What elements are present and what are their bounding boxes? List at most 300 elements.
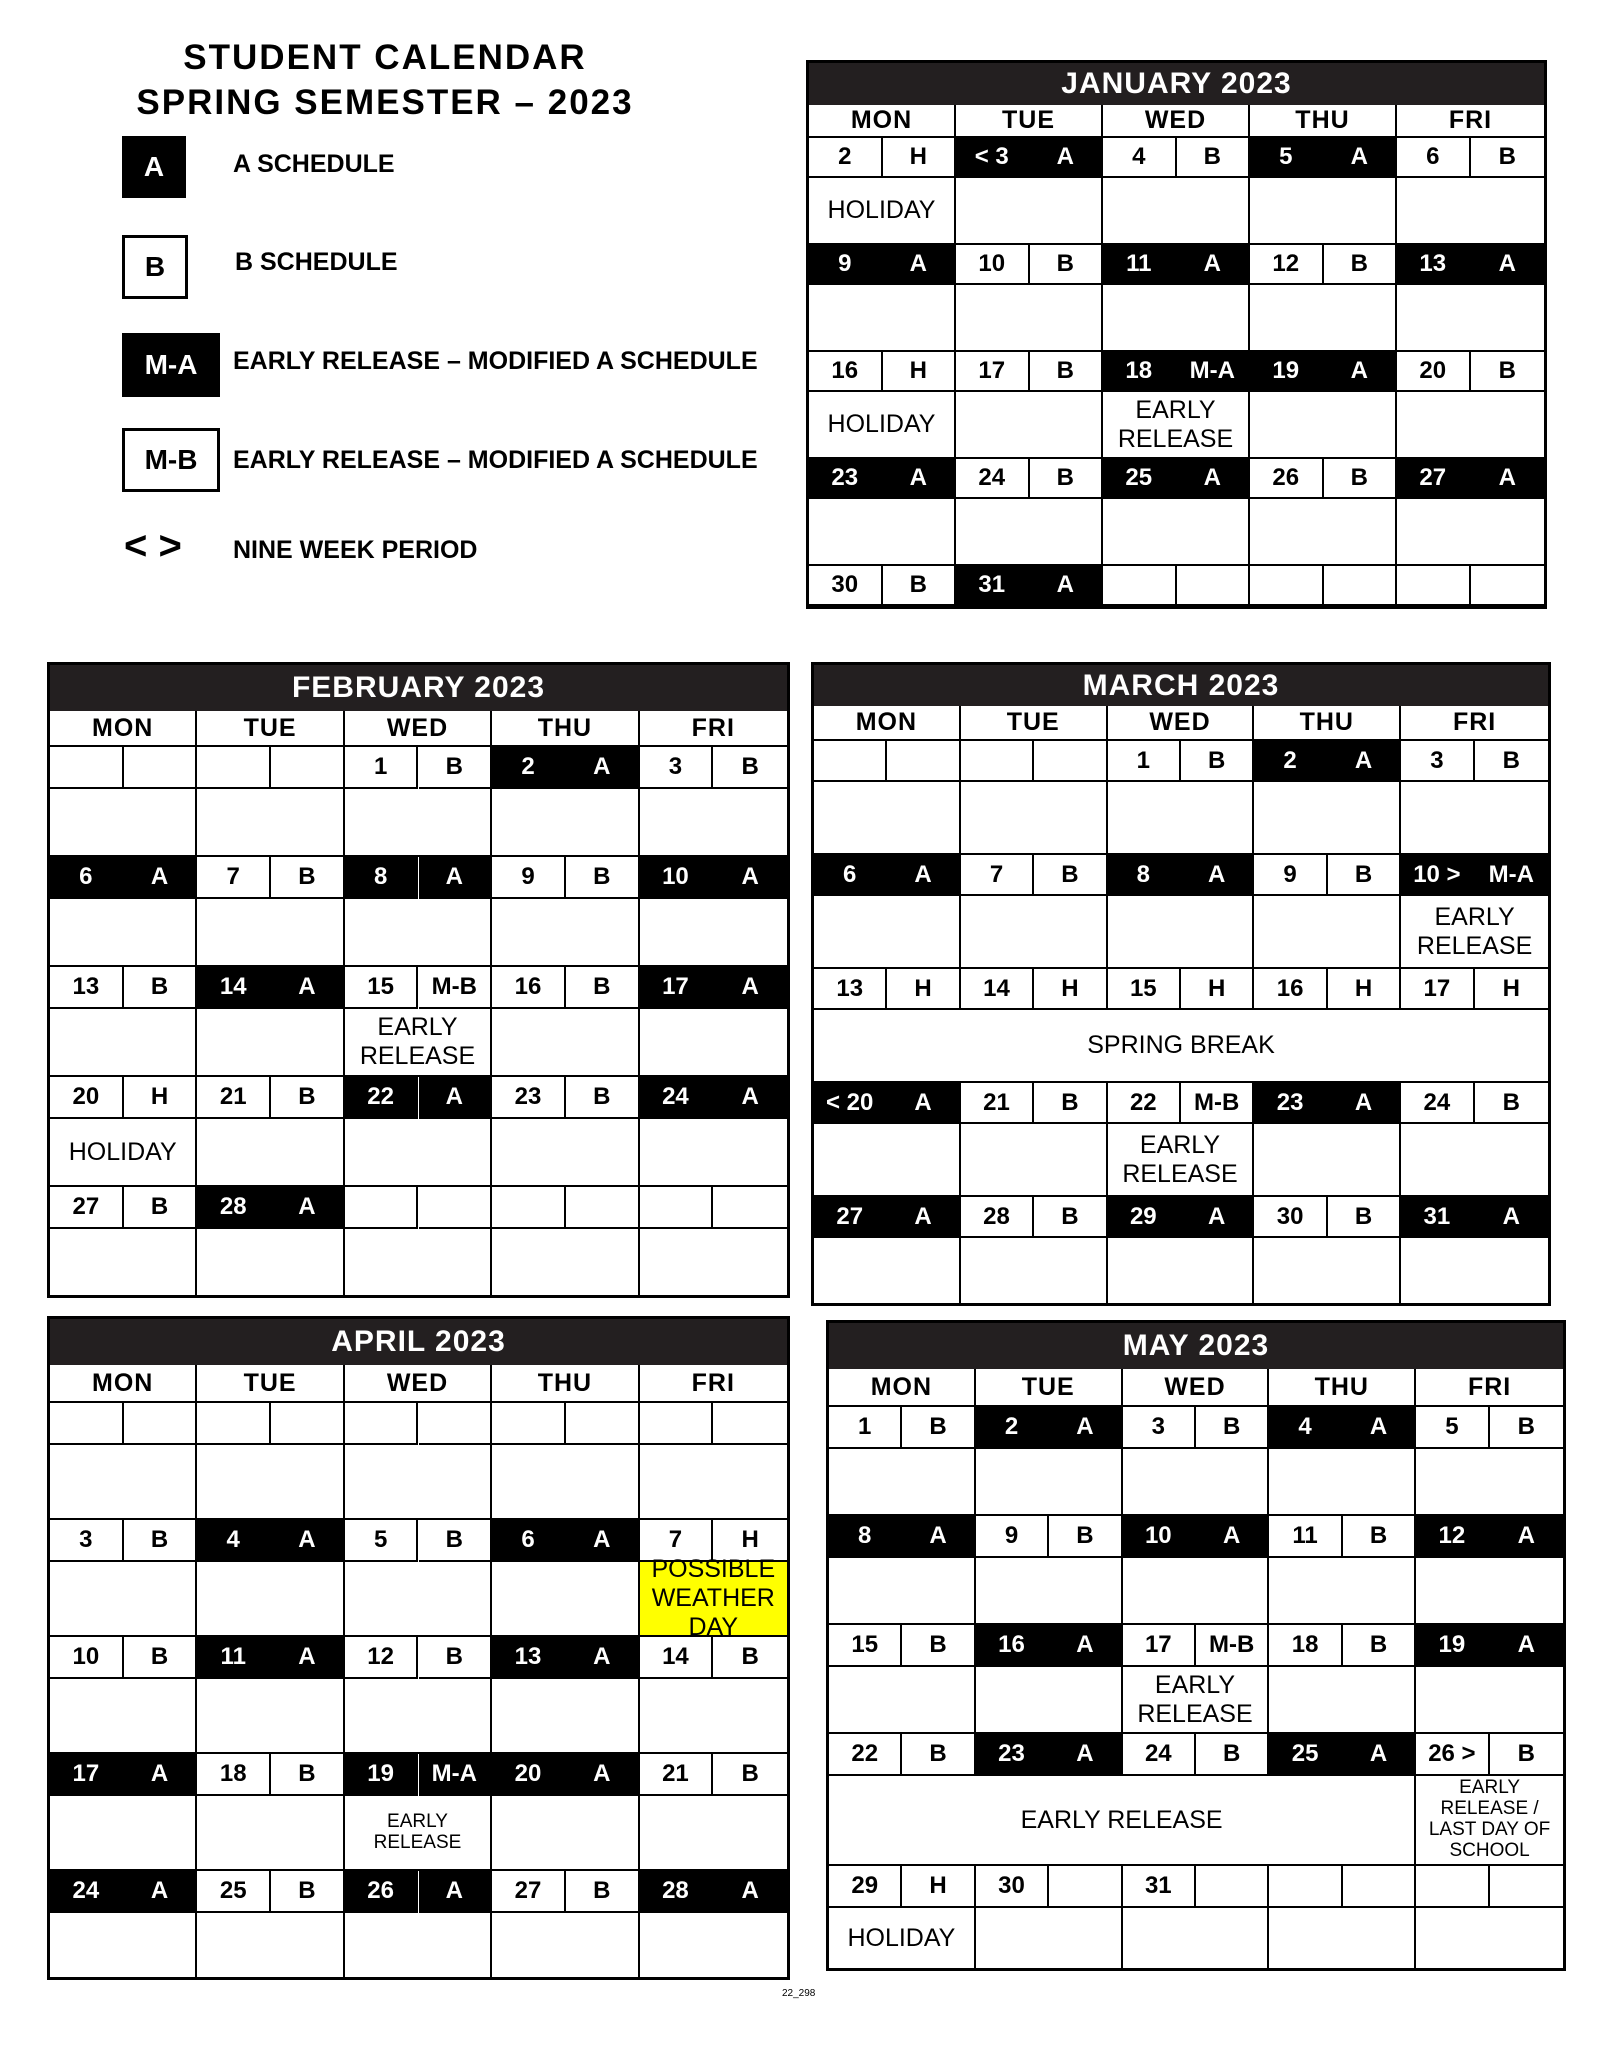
day-note-empty xyxy=(197,1562,344,1637)
day-schedule: B xyxy=(1475,741,1548,782)
day-schedule: B xyxy=(1475,1083,1548,1124)
day-note-empty xyxy=(1401,782,1548,855)
day-schedule: B xyxy=(271,1077,345,1119)
day-schedule: A xyxy=(1328,741,1401,782)
calendar-april xyxy=(47,1316,790,1980)
day-number: 13 xyxy=(50,967,124,1009)
day-schedule: M-A xyxy=(1177,352,1251,392)
day-number: 23 xyxy=(809,459,883,499)
day-schedule xyxy=(1049,1866,1122,1908)
day-number: < 3 xyxy=(956,138,1030,178)
day-note: EARLY RELEASE xyxy=(345,1009,492,1077)
day-number: 4 xyxy=(197,1520,271,1562)
title-line-2: SPRING SEMESTER – 2023 xyxy=(136,83,634,122)
day-number: 19 xyxy=(1416,1625,1489,1667)
day-note: HOLIDAY xyxy=(829,1908,976,1968)
day-number: 21 xyxy=(961,1083,1034,1124)
day-number: 15 xyxy=(829,1625,902,1667)
day-note-empty xyxy=(956,285,1103,352)
day-schedule: A xyxy=(419,1871,493,1913)
legend-a-box: A xyxy=(122,136,186,198)
day-schedule: M-A xyxy=(1475,855,1548,896)
day-note-empty xyxy=(492,789,639,857)
day-schedule: A xyxy=(1030,138,1104,178)
day-number: 21 xyxy=(640,1754,714,1796)
day-note-empty xyxy=(492,1562,639,1637)
day-schedule xyxy=(1177,566,1251,606)
day-number: 28 xyxy=(961,1197,1034,1238)
day-number: 10 > xyxy=(1401,855,1474,896)
weekday-header: THU xyxy=(492,1365,639,1403)
day-schedule: B xyxy=(566,967,640,1009)
day-number: 26 xyxy=(345,1871,419,1913)
day-schedule: A xyxy=(124,1871,198,1913)
day-number: 26 > xyxy=(1416,1734,1489,1776)
weekday-header: FRI xyxy=(640,711,787,747)
month-title: APRIL 2023 xyxy=(50,1319,787,1365)
day-schedule: A xyxy=(1049,1734,1122,1776)
day-number: 14 xyxy=(961,969,1034,1010)
day-note-empty xyxy=(1250,178,1397,245)
day-note-empty xyxy=(492,899,639,967)
day-note-empty xyxy=(345,1913,492,1977)
day-note-empty xyxy=(956,392,1103,459)
day-note-empty xyxy=(1108,782,1255,855)
day-schedule: H xyxy=(713,1520,787,1562)
day-schedule: A xyxy=(1177,459,1251,499)
day-schedule: A xyxy=(1181,1197,1254,1238)
day-number: 9 xyxy=(976,1516,1049,1558)
day-schedule: B xyxy=(1328,1197,1401,1238)
day-note-empty xyxy=(1123,1908,1270,1968)
day-number: 17 xyxy=(640,967,714,1009)
day-number: 30 xyxy=(809,566,883,606)
day-number xyxy=(345,1403,419,1445)
day-schedule: A xyxy=(271,1637,345,1679)
weekday-header: WED xyxy=(345,711,492,747)
weekday-header: THU xyxy=(492,711,639,747)
day-number: 20 xyxy=(50,1077,124,1119)
day-note-empty xyxy=(1108,896,1255,969)
day-note: EARLY RELEASE xyxy=(1123,1667,1270,1734)
day-note-empty xyxy=(197,1119,344,1187)
day-number: 13 xyxy=(814,969,887,1010)
day-note: HOLIDAY xyxy=(809,178,956,245)
day-number: 19 xyxy=(1250,352,1324,392)
day-number: 18 xyxy=(1269,1625,1342,1667)
day-number: 10 xyxy=(1123,1516,1196,1558)
weekday-header: WED xyxy=(1108,706,1255,741)
day-note-empty xyxy=(1103,285,1250,352)
day-note-empty xyxy=(1269,1558,1416,1625)
legend-b-box: B xyxy=(122,235,188,299)
day-note-empty xyxy=(345,1679,492,1754)
day-note-empty xyxy=(1250,285,1397,352)
day-schedule: A xyxy=(419,1077,493,1119)
day-note-empty xyxy=(50,1229,197,1295)
day-number: 22 xyxy=(345,1077,419,1119)
day-note-empty xyxy=(956,178,1103,245)
day-note-empty xyxy=(1416,1908,1563,1968)
day-schedule xyxy=(1490,1866,1563,1908)
day-number: 25 xyxy=(1269,1734,1342,1776)
day-note-empty xyxy=(1269,1667,1416,1734)
day-schedule xyxy=(1343,1866,1416,1908)
day-note-empty xyxy=(829,1667,976,1734)
day-note-empty xyxy=(492,1229,639,1295)
day-note-empty xyxy=(1254,782,1401,855)
day-note-empty xyxy=(640,1679,787,1754)
day-number: 7 xyxy=(197,857,271,899)
day-note-empty xyxy=(345,1229,492,1295)
day-schedule: A xyxy=(419,857,493,899)
day-schedule: H xyxy=(1034,969,1107,1010)
day-note-empty xyxy=(197,1913,344,1977)
day-schedule: B xyxy=(124,1520,198,1562)
day-number xyxy=(640,1403,714,1445)
day-number: 5 xyxy=(1250,138,1324,178)
day-schedule: A xyxy=(887,1083,960,1124)
day-number: 5 xyxy=(1416,1407,1489,1449)
weekday-header: WED xyxy=(1123,1369,1270,1407)
day-schedule: A xyxy=(566,1520,640,1562)
day-note-empty xyxy=(345,1562,492,1637)
weekday-header: MON xyxy=(50,1365,197,1403)
weekday-header: TUE xyxy=(197,711,344,747)
day-schedule xyxy=(713,1187,787,1229)
day-schedule: A xyxy=(566,747,640,789)
day-note-empty xyxy=(1397,499,1544,566)
day-note-empty xyxy=(976,1449,1123,1516)
day-number: 27 xyxy=(492,1871,566,1913)
day-schedule: B xyxy=(271,1871,345,1913)
day-number: 27 xyxy=(814,1197,887,1238)
day-number: 24 xyxy=(640,1077,714,1119)
day-note: EARLY RELEASE xyxy=(1401,896,1548,969)
day-number: 17 xyxy=(956,352,1030,392)
day-number: 2 xyxy=(809,138,883,178)
day-number: 16 xyxy=(492,967,566,1009)
weekday-header: FRI xyxy=(1416,1369,1563,1407)
day-schedule: B xyxy=(124,1637,198,1679)
day-schedule: H xyxy=(1181,969,1254,1010)
day-number xyxy=(1416,1866,1489,1908)
legend-mb-label: EARLY RELEASE – MODIFIED A SCHEDULE xyxy=(233,446,758,474)
weekday-header: THU xyxy=(1250,105,1397,138)
day-note-empty xyxy=(1397,285,1544,352)
day-schedule: B xyxy=(1030,459,1104,499)
day-schedule: H xyxy=(883,138,957,178)
day-note-empty xyxy=(1250,499,1397,566)
day-schedule: A xyxy=(1049,1625,1122,1667)
weekday-header: TUE xyxy=(197,1365,344,1403)
day-number: 25 xyxy=(1103,459,1177,499)
day-schedule: A xyxy=(271,967,345,1009)
day-schedule: B xyxy=(1049,1516,1122,1558)
day-note-empty xyxy=(1123,1449,1270,1516)
day-number: 9 xyxy=(1254,855,1327,896)
day-number xyxy=(1269,1866,1342,1908)
day-number: 10 xyxy=(640,857,714,899)
day-schedule: A xyxy=(566,1754,640,1796)
day-number: 26 xyxy=(1250,459,1324,499)
day-number: 22 xyxy=(829,1734,902,1776)
day-schedule: B xyxy=(566,857,640,899)
day-number: 6 xyxy=(492,1520,566,1562)
day-note-empty xyxy=(640,899,787,967)
day-number: 13 xyxy=(1397,245,1471,285)
day-number: 6 xyxy=(50,857,124,899)
day-note: EARLY RELEASE xyxy=(1108,1124,1255,1197)
weekday-header: MON xyxy=(814,706,961,741)
day-schedule: A xyxy=(1181,855,1254,896)
day-schedule: H xyxy=(1475,969,1548,1010)
day-number: 19 xyxy=(345,1754,419,1796)
day-schedule: A xyxy=(887,1197,960,1238)
day-number: 18 xyxy=(1103,352,1177,392)
day-schedule: B xyxy=(566,1077,640,1119)
day-number: 20 xyxy=(492,1754,566,1796)
day-number: 30 xyxy=(1254,1197,1327,1238)
day-note: EARLY RELEASE / LAST DAY OF SCHOOL xyxy=(1416,1776,1563,1866)
day-number: 8 xyxy=(345,857,419,899)
day-note-empty xyxy=(829,1558,976,1625)
day-number: 31 xyxy=(1123,1866,1196,1908)
day-number: 14 xyxy=(640,1637,714,1679)
day-note-empty xyxy=(197,1679,344,1754)
day-schedule: B xyxy=(1030,245,1104,285)
day-schedule: B xyxy=(883,566,957,606)
day-note-empty xyxy=(640,1229,787,1295)
day-number: 24 xyxy=(50,1871,124,1913)
day-note-empty xyxy=(345,1119,492,1187)
day-note-empty xyxy=(1108,1238,1255,1303)
day-note-empty xyxy=(1254,896,1401,969)
footer-code: 22_298 xyxy=(782,1988,816,1999)
day-number: 11 xyxy=(1269,1516,1342,1558)
day-note-empty xyxy=(640,1119,787,1187)
day-schedule: B xyxy=(902,1734,975,1776)
day-note-empty xyxy=(640,1009,787,1077)
day-note-empty xyxy=(492,1119,639,1187)
day-schedule: B xyxy=(271,857,345,899)
day-schedule: B xyxy=(713,747,787,789)
day-number: 29 xyxy=(1108,1197,1181,1238)
day-number: 2 xyxy=(976,1407,1049,1449)
day-schedule: A xyxy=(883,459,957,499)
title-line-1: STUDENT CALENDAR xyxy=(183,38,587,77)
weekday-header: MON xyxy=(50,711,197,747)
day-number: 22 xyxy=(1108,1083,1181,1124)
day-schedule xyxy=(271,1403,345,1445)
legend-a-label: A SCHEDULE xyxy=(233,150,395,178)
day-schedule: A xyxy=(1471,245,1545,285)
day-schedule xyxy=(566,1403,640,1445)
day-schedule: A xyxy=(1328,1083,1401,1124)
day-number: 16 xyxy=(976,1625,1049,1667)
day-schedule xyxy=(566,1187,640,1229)
day-note-empty xyxy=(961,896,1108,969)
day-note-empty xyxy=(50,1679,197,1754)
day-schedule: B xyxy=(902,1625,975,1667)
day-number: 14 xyxy=(197,967,271,1009)
day-number: 8 xyxy=(829,1516,902,1558)
day-note-empty xyxy=(829,1449,976,1516)
day-schedule: B xyxy=(1343,1516,1416,1558)
day-schedule: A xyxy=(1030,566,1104,606)
day-schedule: B xyxy=(271,1754,345,1796)
day-note-empty xyxy=(976,1667,1123,1734)
day-schedule: B xyxy=(419,1520,493,1562)
day-note-empty xyxy=(492,1796,639,1871)
day-number xyxy=(197,747,271,789)
day-schedule: B xyxy=(1471,352,1545,392)
day-number xyxy=(1103,566,1177,606)
day-number: 4 xyxy=(1103,138,1177,178)
day-number: 17 xyxy=(50,1754,124,1796)
day-note-empty xyxy=(197,1796,344,1871)
day-note-empty xyxy=(50,1445,197,1520)
day-schedule: A xyxy=(1196,1516,1269,1558)
day-number: 3 xyxy=(1401,741,1474,782)
day-note-empty xyxy=(1103,499,1250,566)
day-note: EARLY RELEASE xyxy=(345,1796,492,1871)
day-schedule: M-B xyxy=(419,967,493,1009)
legend-ma-box: M-A xyxy=(122,333,220,397)
day-note-empty xyxy=(640,1913,787,1977)
day-number: 17 xyxy=(1401,969,1474,1010)
day-note-empty xyxy=(1416,1558,1563,1625)
weekday-header: MON xyxy=(809,105,956,138)
day-schedule: B xyxy=(1471,138,1545,178)
day-schedule: B xyxy=(1324,459,1398,499)
day-schedule: H xyxy=(883,352,957,392)
day-note-empty xyxy=(1416,1667,1563,1734)
day-note-empty xyxy=(492,1445,639,1520)
day-number: 7 xyxy=(640,1520,714,1562)
day-number: 15 xyxy=(345,967,419,1009)
day-note-empty xyxy=(1397,178,1544,245)
day-schedule: A xyxy=(1490,1625,1563,1667)
day-note-empty xyxy=(961,1238,1108,1303)
day-schedule: A xyxy=(883,245,957,285)
day-number: 10 xyxy=(956,245,1030,285)
weekday-header: FRI xyxy=(1397,105,1544,138)
day-note-empty xyxy=(814,1238,961,1303)
day-number xyxy=(492,1403,566,1445)
day-schedule: A xyxy=(902,1516,975,1558)
day-number: 25 xyxy=(197,1871,271,1913)
day-schedule: B xyxy=(1196,1734,1269,1776)
day-number: 10 xyxy=(50,1637,124,1679)
day-note-empty xyxy=(492,1913,639,1977)
weekday-header: THU xyxy=(1269,1369,1416,1407)
day-schedule: A xyxy=(124,1754,198,1796)
day-schedule: A xyxy=(713,1871,787,1913)
day-number: 2 xyxy=(492,747,566,789)
day-schedule: A xyxy=(1049,1407,1122,1449)
day-note-empty xyxy=(197,1229,344,1295)
day-number: 27 xyxy=(1397,459,1471,499)
day-schedule: B xyxy=(1343,1625,1416,1667)
day-schedule: M-B xyxy=(1181,1083,1254,1124)
day-note-empty xyxy=(345,899,492,967)
day-schedule: A xyxy=(1343,1407,1416,1449)
day-schedule: A xyxy=(1471,459,1545,499)
day-schedule xyxy=(419,1187,493,1229)
day-schedule xyxy=(124,1403,198,1445)
day-number: 5 xyxy=(345,1520,419,1562)
day-number: 3 xyxy=(1123,1407,1196,1449)
day-schedule: B xyxy=(124,1187,198,1229)
day-schedule: B xyxy=(1034,1083,1107,1124)
day-schedule: H xyxy=(902,1866,975,1908)
day-schedule xyxy=(887,741,960,782)
day-schedule: M-B xyxy=(1196,1625,1269,1667)
day-note-empty xyxy=(197,899,344,967)
day-number: 24 xyxy=(1401,1083,1474,1124)
day-note: EARLY RELEASE xyxy=(1103,392,1250,459)
day-number: 11 xyxy=(1103,245,1177,285)
day-note-empty xyxy=(814,1124,961,1197)
day-schedule: A xyxy=(1343,1734,1416,1776)
day-schedule: B xyxy=(1196,1407,1269,1449)
day-number: 24 xyxy=(1123,1734,1196,1776)
day-schedule: B xyxy=(1177,138,1251,178)
day-schedule: A xyxy=(1324,352,1398,392)
day-note-empty xyxy=(1269,1449,1416,1516)
day-note-empty xyxy=(1254,1238,1401,1303)
day-note: HOLIDAY xyxy=(50,1119,197,1187)
day-note-empty xyxy=(976,1908,1123,1968)
day-schedule: A xyxy=(566,1637,640,1679)
day-schedule: A xyxy=(1324,138,1398,178)
day-number: 1 xyxy=(829,1407,902,1449)
day-note: SPRING BREAK xyxy=(814,1010,1548,1083)
day-schedule xyxy=(1471,566,1545,606)
day-number: 2 xyxy=(1254,741,1327,782)
day-note-empty xyxy=(1269,1908,1416,1968)
day-note-empty xyxy=(640,789,787,857)
day-schedule: A xyxy=(887,855,960,896)
day-number: 9 xyxy=(809,245,883,285)
day-note-empty xyxy=(50,789,197,857)
day-number: 16 xyxy=(1254,969,1327,1010)
day-schedule: A xyxy=(713,1077,787,1119)
day-schedule: H xyxy=(1328,969,1401,1010)
day-note-empty xyxy=(345,1445,492,1520)
day-number: 6 xyxy=(1397,138,1471,178)
weekday-header: MON xyxy=(829,1369,976,1407)
day-schedule: A xyxy=(271,1520,345,1562)
day-number xyxy=(814,741,887,782)
day-note-empty xyxy=(1397,392,1544,459)
day-note-empty xyxy=(1123,1558,1270,1625)
day-note-empty xyxy=(809,285,956,352)
day-number: 17 xyxy=(1123,1625,1196,1667)
calendar-february xyxy=(47,662,790,1298)
day-note-empty xyxy=(50,1562,197,1637)
day-schedule: B xyxy=(1030,352,1104,392)
day-note: POSSIBLE WEATHER DAY xyxy=(640,1562,787,1637)
nine-week-arrows: < > xyxy=(124,524,182,568)
day-note-empty xyxy=(640,1445,787,1520)
day-note-empty xyxy=(1254,1124,1401,1197)
day-number: 24 xyxy=(956,459,1030,499)
day-schedule: M-A xyxy=(419,1754,493,1796)
day-note-empty xyxy=(814,782,961,855)
day-number: 29 xyxy=(829,1866,902,1908)
